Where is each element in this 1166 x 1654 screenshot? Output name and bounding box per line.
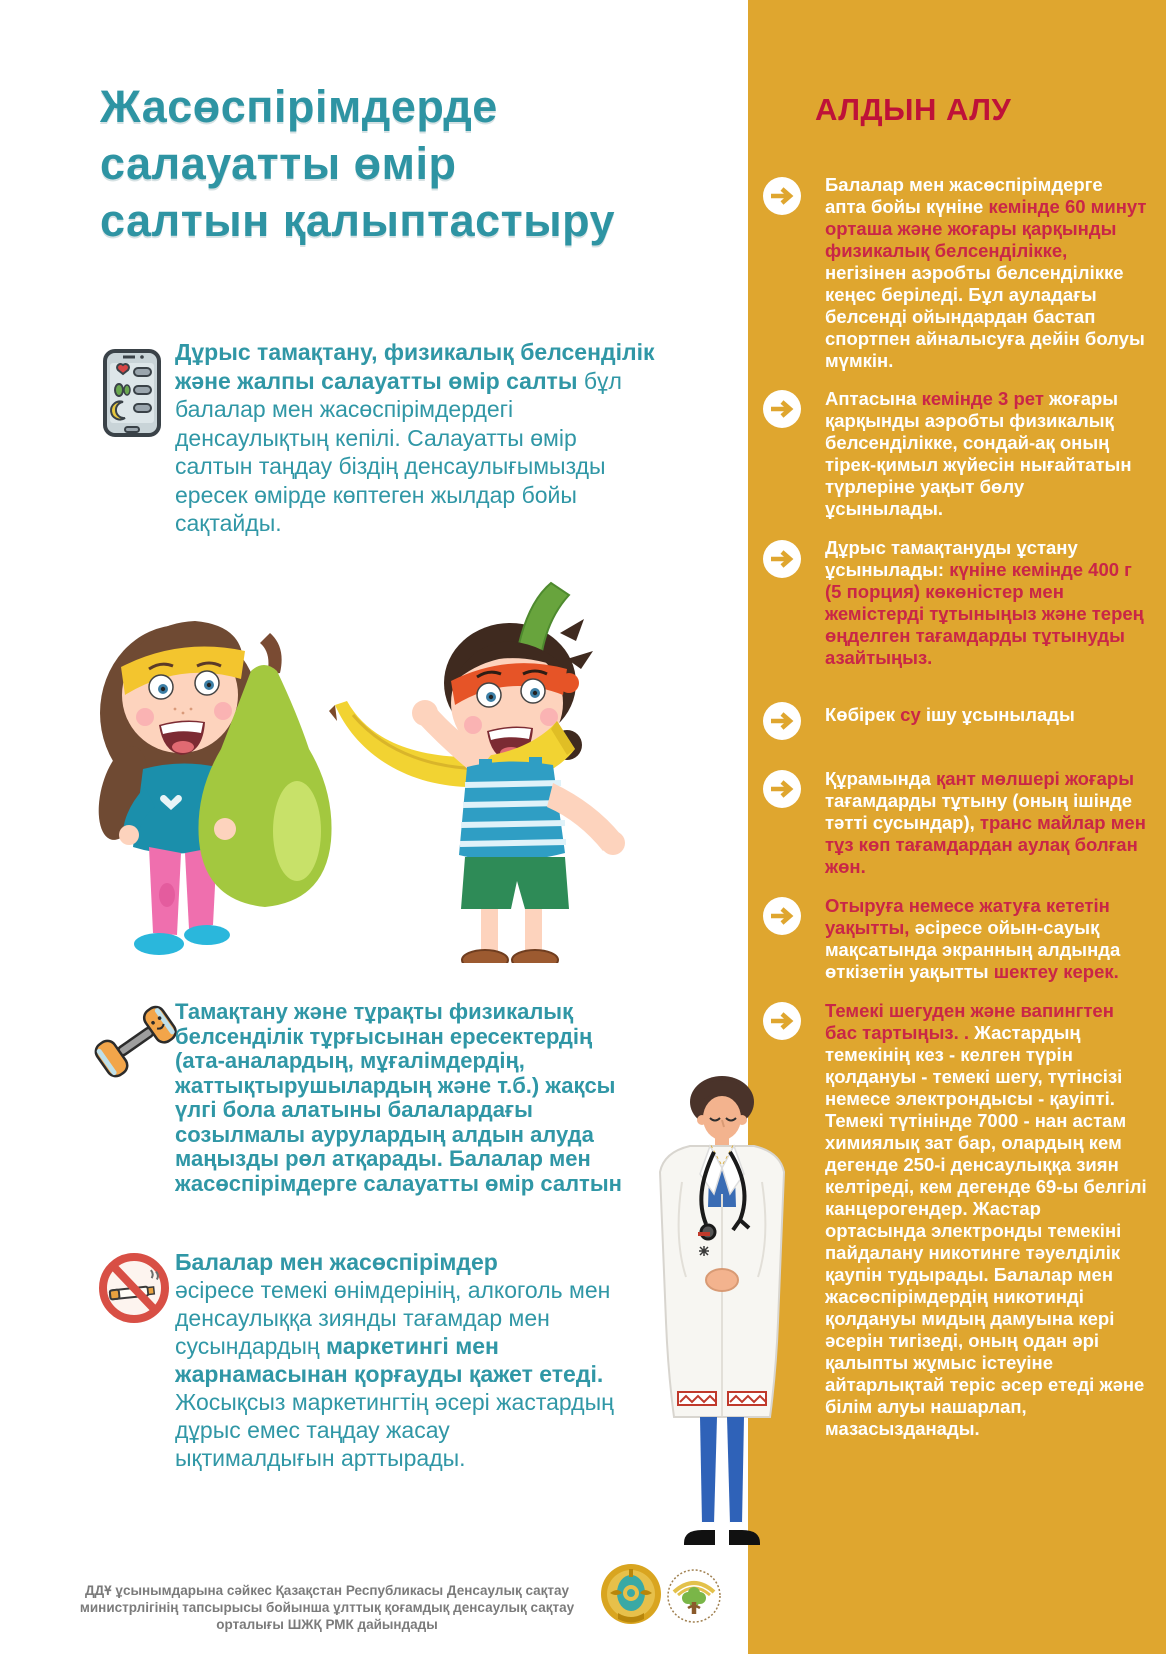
marketing-protection-paragraph: Балалар мен жасөспірімдер әсіресе темекі өнімдерінің, алкоголь мен денсаулыққа зиянды тағамдар мен сусындардың маркетингі мен жарнамасынан қорғауды қажет етеді. Жосықсыз маркетингтің әсері жастардың дұрыс емес таңдау жасау ықтималдығын арттырады. xyxy=(175,1249,614,1471)
arrow-right-icon xyxy=(763,1002,801,1040)
bullet-screen-time: Отыруға немесе жатуға кететін уақытты, әсіресе ойын-сауық мақсатында экранның алдында өткізетін уақытты шектеу керек. xyxy=(825,895,1121,982)
kazakhstan-emblem-logo xyxy=(600,1563,662,1629)
bullet-nutrition: Дұрыс тамақтануды ұстану ұсынылады: күніне кемінде 400 г (5 порция) көкөністер мен жемістерді тұтыныңыз және терең өңделген тағамдарды тұтынуды азайтыңыз. xyxy=(825,537,1144,668)
public-health-center-logo xyxy=(666,1568,722,1626)
no-smoking-icon xyxy=(96,1250,172,1326)
prevention-heading: АЛДЫН АЛУ xyxy=(815,92,1012,127)
arrow-right-icon xyxy=(763,390,801,428)
children-fruits-illustration xyxy=(55,563,695,963)
title-line: Жасөспірімдерде xyxy=(100,81,498,132)
arrow-right-icon xyxy=(763,702,801,740)
role-model-paragraph: Тамақтану және тұрақты физикалық белсенділік тұрғысынан ересектердің (ата-аналардың, мұғалімдердің, жаттықтырушылардың және т.б.) жақсы үлгі бола алатыны балалардағы созылмалы аурулардың алдын алуда маңызды рөл атқарады. Балалар мен жасөспірімдерге салауатты өмір салтын xyxy=(175,999,622,1196)
arrow-right-icon xyxy=(763,177,801,215)
arrow-right-icon xyxy=(763,540,801,578)
bullet-aerobic-weekly: Аптасына кемінде 3 рет жоғары қарқынды аэробты физикалық белсенділікке, сондай-ақ оның тірек-қимыл жүйесін нығайтатын түрлеріне уақыт бөлу ұсынылады. xyxy=(825,388,1132,519)
title-line: салауатты өмір xyxy=(100,138,457,189)
bullet-water: Көбірек су ішу ұсынылады xyxy=(825,704,1075,725)
dumbbell-icon xyxy=(90,996,182,1088)
arrow-right-icon xyxy=(763,770,801,808)
bullet-sugar-salt: Құрамында қант мөлшері жоғары тағамдарды тұтыну (оның ішінде тәтті сусындар), транс майлар мен тұз көп тағамдардан аулақ болған жөн. xyxy=(825,768,1146,877)
boy-with-banana xyxy=(329,583,625,963)
title-line: салтын қалыптастыру xyxy=(100,195,616,246)
page-title xyxy=(100,78,700,249)
intro-paragraph: Дұрыс тамақтану, физикалық белсенділік және жалпы салауатты өмір салты бұл балалар мен жасөспірімдердегі денсаулықтың кепілі. Салауатты өмір салтын таңдау біздің денсаулығымызды ересек өмірде көптеген жылдар бойы сақтайды. xyxy=(175,339,655,536)
footer-credit-text: ДДҰ ұсынымдарына сәйкес Қазақстан Республикасы Денсаулық сақтау министрлігінің тапсырысы бойынша ұлттық қоғамдық денсаулық сақтау орталығы ШЖҚ РМК дайындады xyxy=(79,1583,575,1632)
doctor-illustration xyxy=(622,1072,822,1554)
girl-with-pear xyxy=(90,621,331,955)
phone-apps-icon xyxy=(101,348,163,438)
bullet-tobacco-vaping: Темекі шегуден және вапингтен бас тартыңыз. . Жастардың темекінің кез - келген түрін қолдануы - темекі шегу, түтінсізі немесе электрондысы - қауіпті. Темекі түтінінде 7000 - нан астам химиялық зат бар, олардың кем дегенде 250-і денсаулыққа зиян келтіреді, кем дегенде 69-ы белгілі канцерогендер. Жастар ортасында электронды темекіні пайдалану никотинге тәуелділік қаупін тудырады. Балалар мен жасөспірімдердің никотинді қолдануы мидың дамуына кері әсерін тигізеді, оның одан әрі қалыпты жұмыс істеуіне айтарлықтай теріс әсер етеді және білім алуы нашарлап, мазасызданады. xyxy=(825,1000,1147,1439)
arrow-right-icon xyxy=(763,897,801,935)
bullet-physical-activity: Балалар мен жасөспірімдерге апта бойы күніне кемінде 60 минут орташа және жоғары қарқынды физикалық белсенділікке, негізінен аэробты белсенділікке кеңес беріледі. Бұл ауладағы белсенді ойындардан бастап спортпен айналысуға дейін болуы мүмкін. xyxy=(825,174,1147,371)
